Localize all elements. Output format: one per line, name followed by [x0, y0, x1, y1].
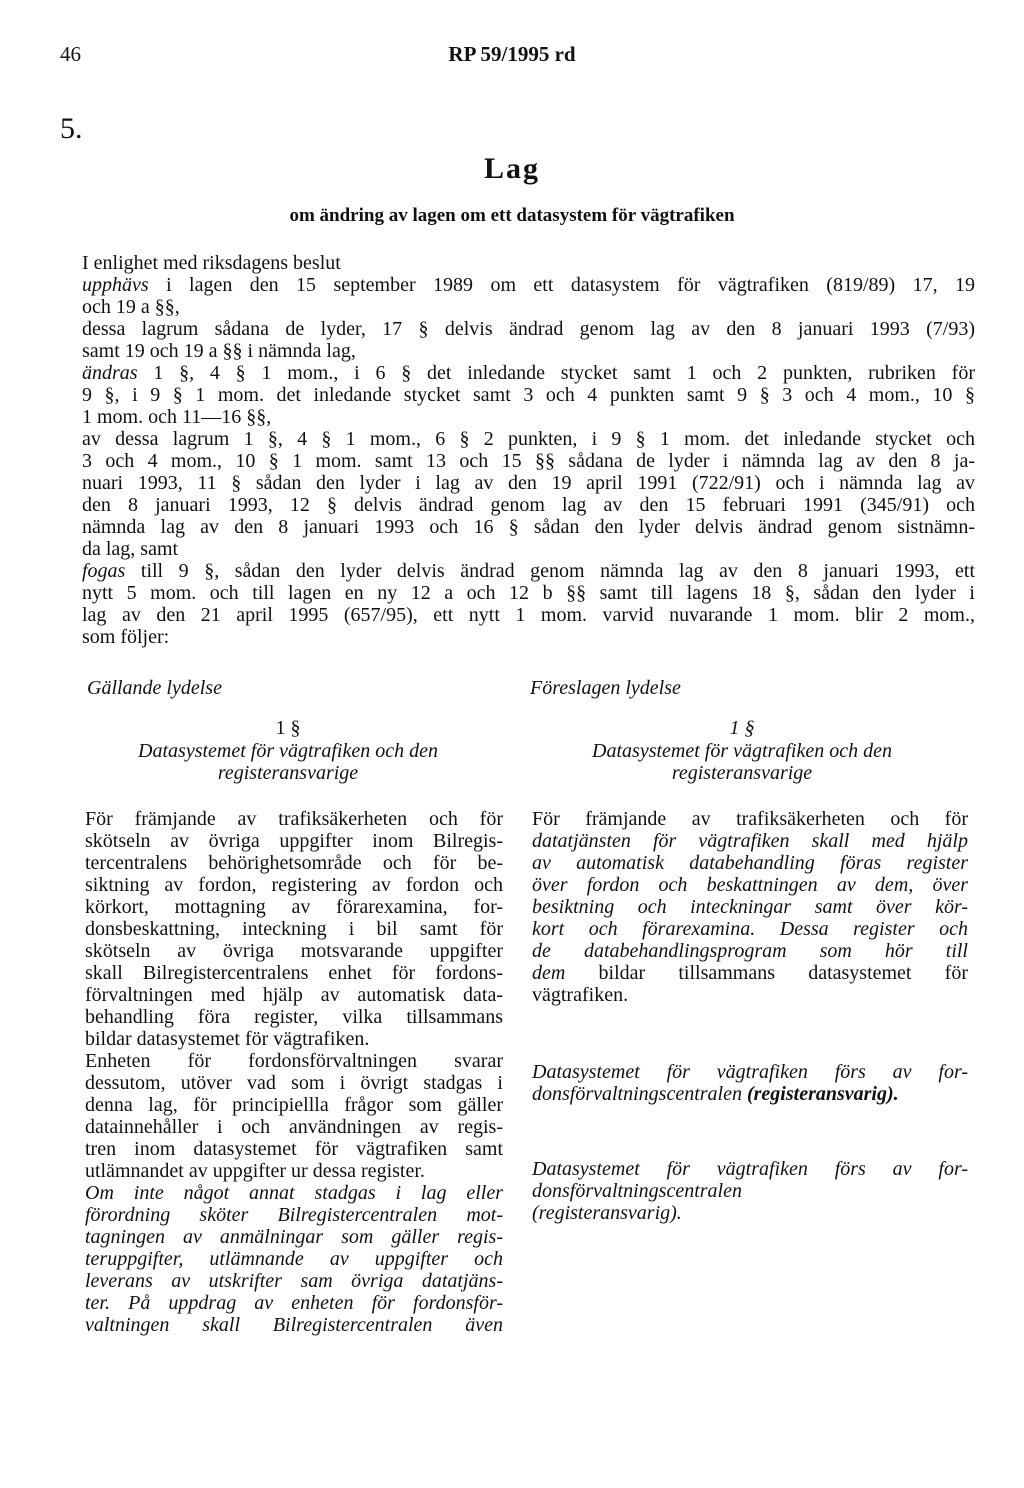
proposed-paragraph-1 — [532, 808, 968, 1006]
text-line — [532, 1083, 968, 1105]
preamble-line: nytt 5 mom. och till lagen en ny 12 a och 12 b §§ samt till lagens 18 §, sådan den lyder i — [82, 582, 975, 604]
text-line: donsbeskattning, inteckning i bil samt för — [85, 918, 503, 940]
text-line — [532, 962, 968, 984]
text-line: dessutom, utöver vad som i övrigt stadgas i — [85, 1072, 503, 1094]
text-line: vägtrafiken. — [532, 984, 629, 1006]
text-line: teruppgifter, utlämnande av uppgifter och — [85, 1248, 503, 1270]
law-subtitle: om ändring av lagen om ett datasystem för vägtrafiken — [289, 205, 735, 226]
spacer — [532, 1006, 968, 1061]
text-line: leverans av utskrifter sam övriga datatjäns- — [85, 1270, 503, 1292]
preamble-line: dessa lagrum sådana de lyder, 17 § delvis ändrad genom lag av den 8 januari 1993 (7/93) — [82, 318, 975, 340]
text-line: utlämnandet av uppgifter ur dessa register. — [85, 1160, 425, 1182]
text-line: För främjande av trafiksäkerheten och för — [532, 808, 968, 830]
current-paragraph-2 — [85, 1050, 503, 1182]
text-line: tren inom datasystemet för vägtrafiken samt — [85, 1138, 503, 1160]
preamble-line — [82, 560, 975, 582]
preamble-text: till 9 §, sådan den lyder delvis ändrad genom nämnda lag av den 8 januari 1993, ett — [125, 560, 975, 582]
preamble-line: och 19 a §§, — [82, 296, 180, 318]
text-line: över fordon och beskattningen av dem, över — [532, 874, 968, 896]
preamble-line: da lag, samt — [82, 538, 179, 560]
law-title: Lag — [483, 152, 540, 185]
preamble-text: i lagen den 15 september 1989 om ett datasystem för vägtrafiken (819/89) 17, 19 — [148, 274, 975, 296]
section-number: 5. — [60, 112, 83, 145]
page-number: 46 — [60, 42, 81, 66]
preamble-line: nämnda lag av den 8 januari 1993 och 16 § sådan den lyder delvis ändrad genom sistnämn- — [82, 516, 975, 538]
section-paragraph-number: 1 § — [275, 717, 301, 739]
text-line: skötseln av övriga uppgifter inom Bilregis- — [85, 830, 503, 852]
italic-word: dem — [532, 962, 566, 984]
text-line: denna lag, för principiellla frågor som gäller — [85, 1094, 503, 1116]
text-line: kort och förarexamina. Dessa register och — [532, 918, 968, 940]
text-line: av automatisk databehandling föras register — [532, 852, 968, 874]
preamble-line: som följer: — [82, 626, 170, 648]
section-paragraph-title: registeransvarige — [217, 762, 359, 784]
section-paragraph-number: 1 § — [729, 717, 755, 739]
text-line: Enheten för fordonsförvaltningen svarar — [85, 1050, 503, 1072]
text-line: skall Bilregistercentralens enhet för fordons- — [85, 962, 503, 984]
text-line: donsförvaltningscentralen — [532, 1180, 742, 1202]
text-line: datatjänsten för vägtrafiken skall med hjälp — [532, 830, 968, 852]
preamble-line: av dessa lagrum 1 §, 4 § 1 mom., 6 § 2 punkten, i 9 § 1 mom. det inledande stycket och — [82, 428, 975, 450]
section-paragraph-title: Datasystemet för vägtrafiken och den — [138, 740, 438, 762]
text-line: ter. På uppdrag av enheten för fordonsför- — [85, 1292, 503, 1314]
section-paragraph-title: registeransvarige — [671, 762, 813, 784]
text-line: (registeransvarig). — [532, 1202, 682, 1224]
preamble-text: 1 §, 4 § 1 mom., i 6 § det inledande stycket samt 1 och 2 punkten, rubriken för — [137, 362, 975, 384]
text-segment: donsförvaltningscentralen — [532, 1083, 747, 1105]
document-reference: RP 59/1995 rd — [448, 42, 576, 66]
keyword-andras: ändras — [82, 362, 138, 384]
current-paragraph-1 — [85, 808, 503, 1050]
text-line: tercentralens behörighetsområde och för be- — [85, 852, 503, 874]
text-line: förvaltningen med hjälp av automatisk data- — [85, 984, 503, 1006]
text-segment: bildar tillsammans datasystemet för — [565, 962, 968, 984]
preamble — [82, 252, 975, 648]
proposed-paragraph-2 — [532, 1061, 968, 1105]
text-line: förordning sköter Bilregistercentralen mot- — [85, 1204, 503, 1226]
text-line: Datasystemet för vägtrafiken förs av for- — [532, 1061, 968, 1083]
column-heading-proposed: Föreslagen lydelse — [530, 677, 681, 699]
text-line: valtningen skall Bilregistercentralen även — [85, 1314, 503, 1336]
current-text-column — [85, 808, 503, 1336]
text-line: Datasystemet för vägtrafiken förs av for- — [532, 1158, 968, 1180]
preamble-line — [82, 362, 975, 384]
text-line: För främjande av trafiksäkerheten och för — [85, 808, 503, 830]
preamble-line: 1 mom. och 11—16 §§, — [82, 406, 272, 428]
spacer — [532, 1105, 968, 1158]
keyword-fogas: fogas — [82, 560, 126, 582]
section-paragraph-title: Datasystemet för vägtrafiken och den — [592, 740, 892, 762]
column-heading-current: Gällande lydelse — [87, 677, 222, 699]
text-line: de databehandlingsprogram som hör till — [532, 940, 968, 962]
preamble-line: lag av den 21 april 1995 (657/95), ett nytt 1 mom. varvid nuvarande 1 mom. blir 2 mom., — [82, 604, 975, 626]
text-line: datainnehåller i och användningen av regis- — [85, 1116, 503, 1138]
section-heading-proposed — [532, 716, 952, 784]
current-paragraph-3 — [85, 1182, 503, 1336]
preamble-line: den 8 januari 1993, 12 § delvis ändrad genom lag av den 15 februari 1991 (345/91) och — [82, 494, 975, 516]
preamble-line: 3 och 4 mom., 10 § 1 mom. samt 13 och 15 §§ sådana de lyder i nämnda lag av den 8 ja- — [82, 450, 975, 472]
text-line: skötseln av övriga motsvarande uppgifter — [85, 940, 503, 962]
text-line: Om inte något annat stadgas i lag eller — [85, 1182, 503, 1204]
keyword-upphavs: upphävs — [82, 274, 149, 296]
proposed-paragraph-3 — [532, 1158, 968, 1224]
text-line: bildar datasystemet för vägtrafiken. — [85, 1028, 370, 1050]
proposed-text-column — [532, 808, 968, 1224]
text-line: besiktning och inteckningar samt över kör- — [532, 896, 968, 918]
preamble-line — [82, 274, 975, 296]
text-line: körkort, mottagning av förarexamina, for- — [85, 896, 503, 918]
preamble-line: nuari 1993, 11 § sådan den lyder i lag av den 19 april 1991 (722/91) och i nämnda lag av — [82, 472, 975, 494]
preamble-line: 9 §, i 9 § 1 mom. det inledande stycket samt 3 och 4 punkten samt 9 § 3 och 4 mom., 10 § — [82, 384, 975, 406]
bold-segment: (registeransvarig). — [746, 1083, 899, 1105]
preamble-line: samt 19 och 19 a §§ i nämnda lag, — [82, 340, 356, 362]
text-line: tagningen av anmälningar som gäller regis- — [85, 1226, 503, 1248]
text-line: siktning av fordon, registering av fordon och — [85, 874, 503, 896]
text-line: behandling föra register, vilka tillsammans — [85, 1006, 503, 1028]
section-heading-current — [78, 716, 498, 784]
preamble-line: I enlighet med riksdagens beslut — [82, 252, 341, 274]
